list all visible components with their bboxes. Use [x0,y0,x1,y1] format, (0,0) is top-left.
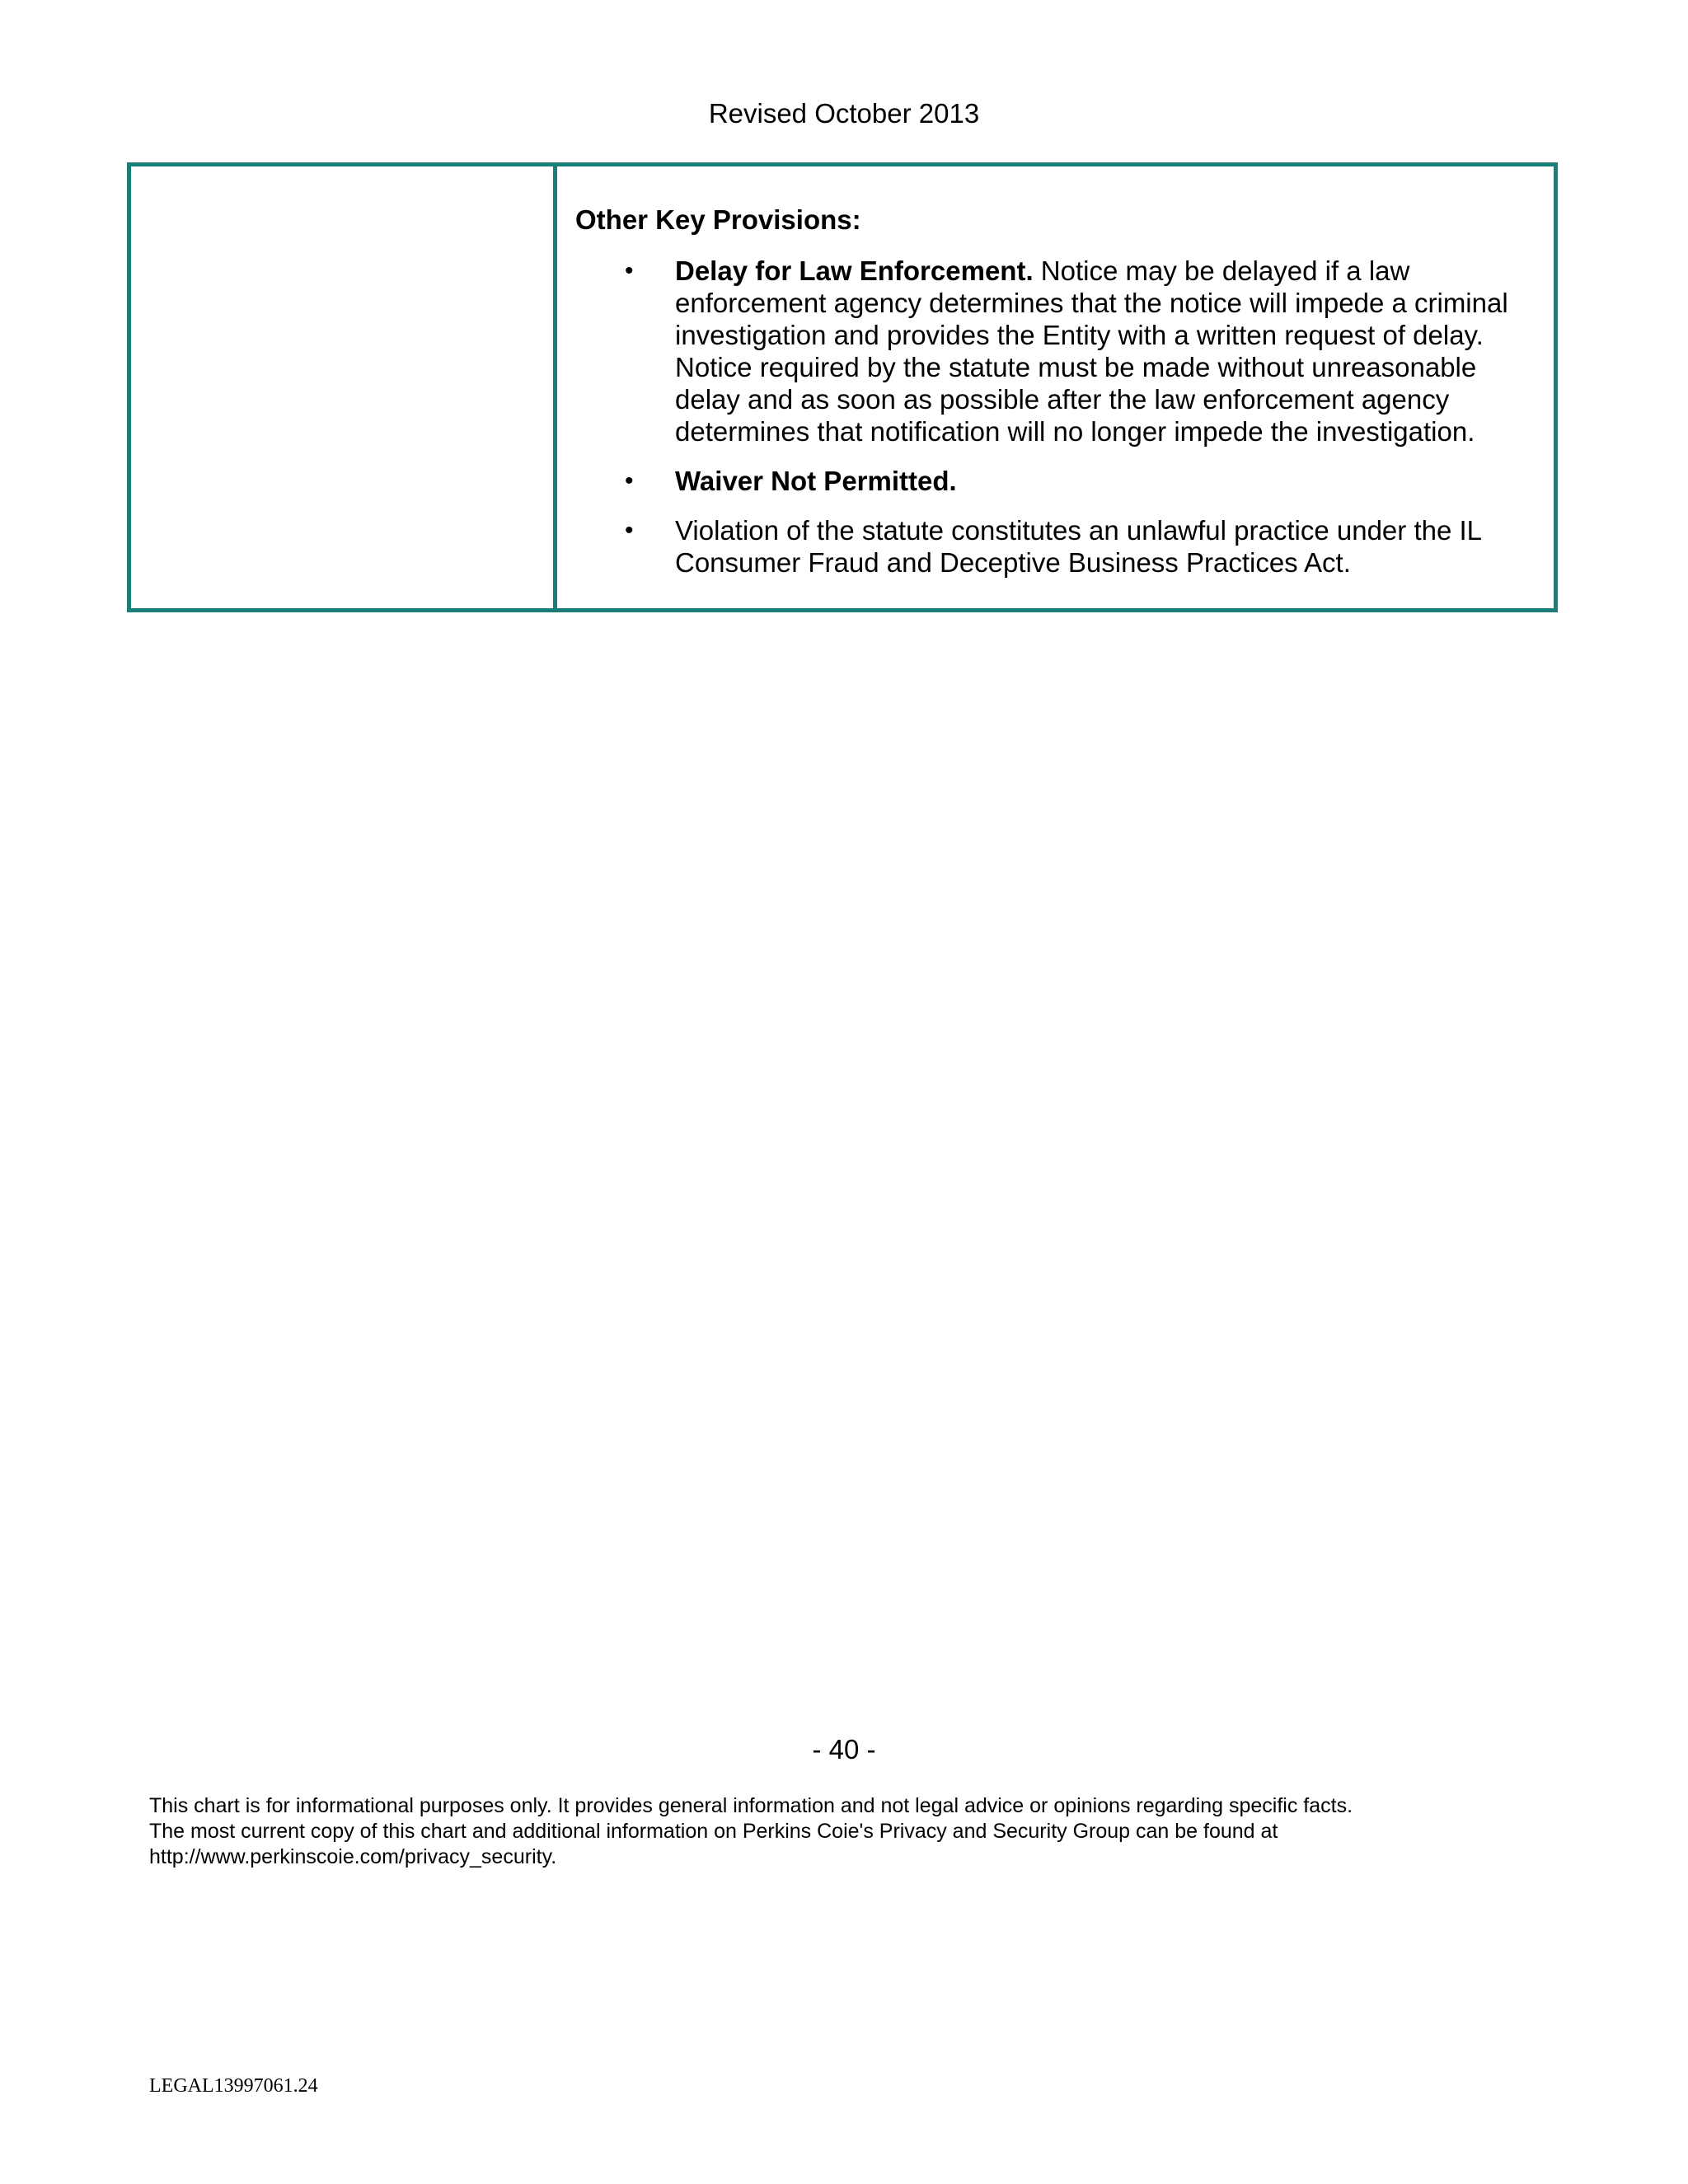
list-item [557,255,1537,448]
bullet-icon: • [625,257,634,284]
bullet-bold-text: Delay for Law Enforcement. [675,255,1034,286]
page-number: - 40 - [812,1734,876,1765]
document-id: LEGAL13997061.24 [149,2075,318,2097]
list-item [557,514,1537,579]
provisions-list [557,255,1537,596]
provisions-table [127,162,1558,612]
bullet-icon: • [625,467,634,494]
disclaimer-link[interactable]: http://www.perkinscoie.com/privacy_security. [149,1845,557,1868]
bullet-text: Violation of the statute constitutes an unlawful practice under the IL Consumer Fraud and Deceptive Business Practices Act. [675,515,1481,578]
bullet-icon: • [625,517,634,544]
disclaimer-line: The most current copy of this chart and additional information on Perkins Coie's Privacy and Security Group can be found at [149,1820,1278,1843]
bullet-text: Notice may be delayed if a law enforcement agency determines that the notice will impede a criminal investigation and provides the Entity with a written request of delay. Notice required by the statute must be made without unreasonable delay and as soon as possible after the law enforcement agency determines that notification will no longer impede the investigation. [675,255,1508,447]
table-left-cell [131,166,557,608]
disclaimer [149,1793,1550,1870]
bullet-bold-text: Waiver Not Permitted. [675,466,957,496]
table-right-cell [557,166,1554,608]
provisions-heading: Other Key Provisions: [575,204,861,235]
disclaimer-line: This chart is for informational purposes only. It provides general information and not legal advice or opinions regarding specific facts. [149,1794,1353,1817]
list-item [557,465,1537,497]
revision-date: Revised October 2013 [708,98,980,129]
